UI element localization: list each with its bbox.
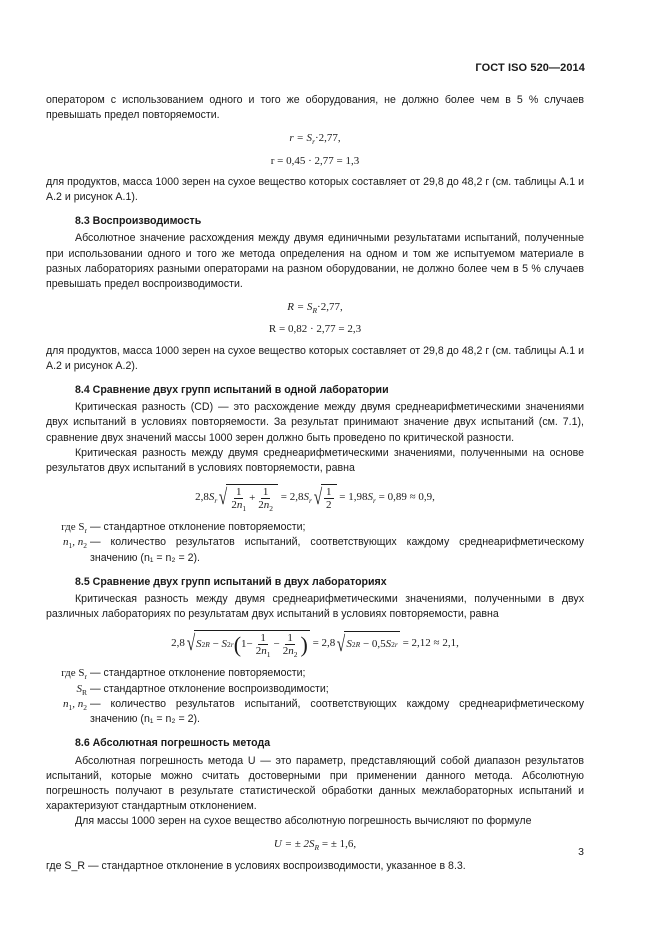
paragraph-reproducibility: Абсолютное значение расхождения между двумя единичными результатами испытаний, полученные при использовании одного и того же метода определения на одном и том же испытуемом материале в разных лабораториях разными операторами на разном оборудовании, не должно более чем в 5 % случаев превышать предел воспроизводимости. — [46, 232, 584, 291]
definitions-8-5: где $S_r$ — стандартное отклонение повторяемости; $S_R$ — стандартное отклонение воспроизводимости; $n_1$, $n_2$ — количество результатов испытаний, соответствующих каждому среднеарифметическому значению (n₁ = n₂ = 2). — [61, 667, 584, 726]
definitions-8-4: где $S_r$ — стандартное отклонение повторяемости; $n_1$, $n_2$ — количество результатов испытаний, соответствующих каждому среднеарифметическому значению (n₁ = n₂ = 2). — [61, 521, 584, 564]
section-heading-8-3: 8.3 Воспроизводимость — [75, 215, 202, 228]
paragraph-R-products: для продуктов, масса 1000 зерен на сухое вещество которых составляет от 29,8 до 48,2 г (см. таблицы А.1 и А.2 и рисунок А.2). — [46, 344, 584, 372]
section-heading-8-5: 8.5 Сравнение двух групп испытаний в двух лабораториях — [75, 575, 387, 588]
standard-header: ГОСТ ISO 520—2014 — [475, 62, 585, 74]
main-content — [46, 93, 584, 874]
paragraph-absolute-error: Абсолютная погрешность метода U — это параметр, представляющий собой диапазон результатов испытаний, которые можно считать достоверными при применении данного метода. Абсолютную погрешность получают в результате статистической обработки данных межлабораторных испытаний и характеризуют стандартным отклонением. — [46, 754, 584, 813]
formula-R-value: R = 0,82 · 2,77 = 2,3 — [268, 323, 362, 336]
section-heading-8-6: 8.6 Абсолютная погрешность метода — [75, 737, 271, 750]
paragraph-two-labs: Критическая разность между двумя среднеарифметическими значениями, полученными в двух различных лабораториях по результатам двух испытаний в условиях повторяемости, равна — [46, 593, 584, 621]
paragraph-r-products: для продуктов, масса 1000 зерен на сухое вещество которых составляет от 29,8 до 48,2 г (см. таблицы А.1 и А.2 и рисунок А.1). — [46, 175, 584, 204]
paragraph-critical-difference-formula-intro: Критическая разность между двумя среднеарифметическими значениями, полученными на основе результатов двух испытаний в условиях повторяемости, равна — [46, 446, 584, 475]
formula-cd-one-lab: 2,8 $S_r$ √ $\frac{1}{2n_1}$ + $\frac{1}{2n_2}$ = 2,8 $S_r$ √ $\frac{1}{2}$ = 1,98 $S_r$ = 0,89 ≈ 0,9, — [195, 484, 435, 514]
paragraph-absolute-error-formula-intro: Для массы 1000 зерен на сухое вещество абсолютную погрешность вычисляют по формуле — [75, 815, 532, 828]
formula-r-value: r = 0,45 · 2,77 = 1,3 — [270, 154, 360, 167]
formula-U: U = ± $2S_R$ = ± 1,6, — [273, 837, 357, 852]
paragraph-where-SR: где S_R — стандартное отклонение в условиях воспроизводимости, указанное в 8.3. — [46, 859, 466, 872]
formula-R: $R = S_R\cdot 2,77$, — [287, 301, 343, 316]
paragraph-critical-difference: Критическая разность (CD) — это расхождение между двумя среднеарифметическими значениями двух испытаний в условиях повторяемости. За результат принимают значение двух испытаний (см. 7.1), сравнение двух значений массы 1000 зерен должно быть проведено по критической разности. — [46, 401, 584, 444]
sqrt-sign: √ $\frac{1}{2n_1}$ + $\frac{1}{2n_2}$ — [217, 484, 278, 511]
formula-r: $r = S_r\cdot 2,77$, — [289, 132, 341, 147]
formula-cd-two-labs: 2,8 √ S 2 R − S 2 r ( 1 − $\frac{1}{2n_1}$ − $\frac{1}{2n_2}$ ) = 2,8 √ S 2 R − 0,5 S 2 r = 2,12 ≈ 2,1, — [171, 630, 459, 660]
page-number: 3 — [578, 846, 584, 858]
paragraph-repeatability-end: оператором с использованием одного и того же оборудования, не должно более чем в 5 % случаев превышать предел повторяемости. — [46, 94, 584, 122]
section-heading-8-4: 8.4 Сравнение двух групп испытаний в одной лаборатории — [75, 384, 389, 397]
